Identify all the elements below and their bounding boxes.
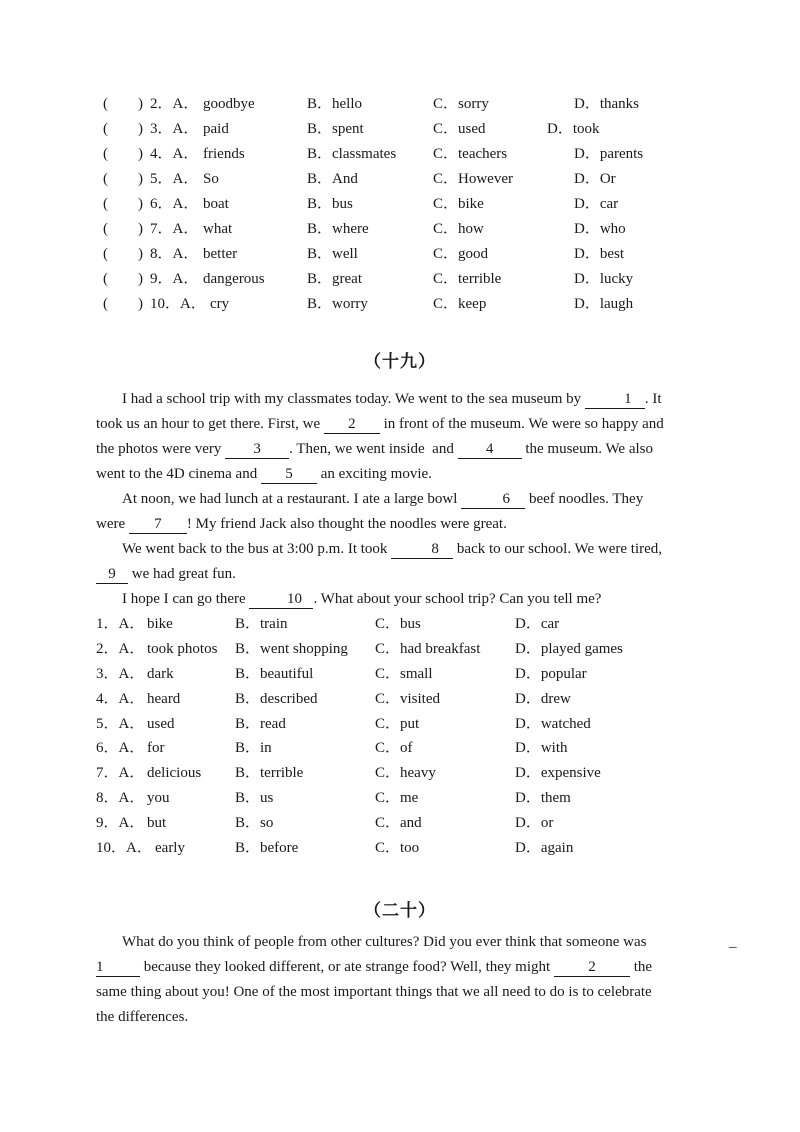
option-a: friends: [203, 146, 245, 162]
question-number: 10．A．: [96, 840, 152, 856]
question-number: 2．A．: [150, 96, 199, 112]
option-c: C．put: [375, 716, 420, 732]
option-b: B．before: [235, 840, 299, 856]
option-d: D．laugh: [574, 296, 634, 312]
passage-text: back to our school. We were tired,: [453, 541, 663, 557]
option-a: dangerous: [203, 271, 265, 287]
answer-paren-open: (: [103, 96, 108, 112]
question-number: 7．A．: [150, 221, 199, 237]
question-number: 5．A．: [96, 716, 145, 732]
option-b: B．spent: [307, 121, 364, 137]
question-number: 9．A．: [96, 815, 145, 831]
question-number: 8．A．: [150, 246, 199, 262]
option-row: [0, 736, 800, 760]
answer-paren-close: ): [138, 246, 143, 262]
passage-text: I had a school trip with my classmates today. We went to the sea museum by: [122, 391, 585, 407]
option-row: [0, 192, 800, 216]
option-a: took photos: [147, 641, 218, 657]
option-d: D．took: [547, 121, 600, 137]
passage-text: At noon, we had lunch at a restaurant. I ate a large bowl: [122, 491, 462, 507]
option-row: [0, 292, 800, 316]
blank: 1: [96, 958, 140, 977]
option-b: B．where: [307, 221, 369, 237]
option-row: [0, 92, 800, 116]
option-b: B．well: [307, 246, 358, 262]
passage-line: [96, 412, 710, 437]
option-a: better: [203, 246, 238, 262]
option-d: D．who: [574, 221, 626, 237]
option-c: C．bike: [433, 196, 484, 212]
option-row: [0, 267, 800, 291]
option-row: [0, 637, 800, 661]
option-d: D．parents: [574, 146, 644, 162]
option-d: D．played games: [515, 641, 623, 657]
blank: 4: [458, 440, 522, 459]
question-number: 10．A．: [150, 296, 206, 312]
option-a: what: [203, 221, 233, 237]
option-c: C．and: [375, 815, 422, 831]
passage-text: . Then, we went inside and: [289, 441, 458, 457]
option-c: C．small: [375, 666, 433, 682]
option-b: B．so: [235, 815, 274, 831]
passage-text: because they looked different, or ate strange food? Well, they might: [140, 959, 554, 975]
option-row: [0, 167, 800, 191]
passage-text: the museum. We also: [521, 441, 653, 457]
option-row: [0, 217, 800, 241]
passage-text: went to the 4D cinema and: [96, 466, 261, 482]
passage-text: the photos were very: [96, 441, 226, 457]
passage-line: [96, 1005, 710, 1030]
option-row: [0, 786, 800, 810]
option-c: C．too: [375, 840, 420, 856]
blank: 9: [96, 565, 128, 584]
option-a: but: [147, 815, 167, 831]
passage-line: [96, 980, 710, 1005]
option-d: D．or: [515, 815, 554, 831]
answer-paren-close: ): [138, 121, 143, 137]
question-number: 3．A．: [150, 121, 199, 137]
passage-line: [96, 955, 710, 980]
option-row: [0, 612, 800, 636]
answer-paren-open: (: [103, 271, 108, 287]
option-row: [0, 712, 800, 736]
option-row: [0, 761, 800, 785]
option-a: cry: [210, 296, 230, 312]
option-row: [0, 242, 800, 266]
passage-text: I hope I can go there: [122, 591, 250, 607]
option-b: B．hello: [307, 96, 362, 112]
answer-paren-close: ): [138, 96, 143, 112]
answer-paren-close: ): [138, 296, 143, 312]
passage-text: same thing about you! One of the most important things that we all need to do is to celebrate: [96, 984, 652, 1000]
blank: 2: [554, 958, 630, 977]
option-b: B．worry: [307, 296, 368, 312]
option-row: [0, 836, 800, 860]
option-c: C．me: [375, 790, 419, 806]
option-a: goodbye: [203, 96, 255, 112]
blank: 8: [391, 540, 453, 559]
option-c: C．terrible: [433, 271, 502, 287]
option-d: D．best: [574, 246, 624, 262]
passage-line: [96, 562, 710, 587]
answer-paren-open: (: [103, 146, 108, 162]
answer-paren-close: ): [138, 171, 143, 187]
answer-paren-close: ): [138, 146, 143, 162]
option-d: D．car: [515, 616, 560, 632]
option-c: C．heavy: [375, 765, 436, 781]
option-d: D．thanks: [574, 96, 639, 112]
passage-line: [96, 930, 737, 955]
option-a: paid: [203, 121, 229, 137]
question-number: 3．A．: [96, 666, 145, 682]
passage-text: in front of the museum. We were so happy and: [379, 416, 664, 432]
question-number: 4．A．: [150, 146, 199, 162]
option-b: B．terrible: [235, 765, 304, 781]
passage-line: [96, 387, 710, 412]
answer-paren-close: ): [138, 196, 143, 212]
blank: 3: [225, 440, 289, 459]
option-b: B．us: [235, 790, 274, 806]
passage-text: _: [729, 934, 737, 950]
option-c: C．keep: [433, 296, 487, 312]
option-b: B．classmates: [307, 146, 397, 162]
question-number: 1．A．: [96, 616, 145, 632]
section-title: （二十）: [364, 901, 436, 921]
answer-paren-open: (: [103, 171, 108, 187]
option-a: used: [147, 716, 175, 732]
passage-text: took us an hour to get there. First, we: [96, 416, 324, 432]
passage-line: [96, 512, 710, 537]
option-c: C．bus: [375, 616, 421, 632]
question-number: 6．A．: [150, 196, 199, 212]
answer-paren-close: ): [138, 221, 143, 237]
option-d: D．drew: [515, 691, 571, 707]
option-a: So: [203, 171, 219, 187]
blank: 5: [261, 465, 317, 484]
passage-text: the differences.: [96, 1009, 189, 1025]
option-b: B．described: [235, 691, 318, 707]
blank: 6: [461, 490, 525, 509]
option-row: [0, 142, 800, 166]
passage-line: [96, 487, 710, 512]
option-c: C．teachers: [433, 146, 508, 162]
option-row: [0, 687, 800, 711]
option-d: D．them: [515, 790, 571, 806]
passage-text: . It: [644, 391, 662, 407]
option-d: D．with: [515, 740, 568, 756]
question-number: 7．A．: [96, 765, 145, 781]
option-b: B．went shopping: [235, 641, 348, 657]
passage-line: [96, 437, 710, 462]
answer-paren-open: (: [103, 296, 108, 312]
passage-text: We went back to the bus at 3:00 p.m. It took: [122, 541, 392, 557]
passage-text: What do you think of people from other cultures? Did you ever think that someone was: [122, 934, 647, 950]
section-title: （十九）: [364, 352, 436, 372]
option-a: for: [147, 740, 165, 756]
option-a: delicious: [147, 765, 202, 781]
option-d: D．car: [574, 196, 619, 212]
option-b: B．great: [307, 271, 362, 287]
question-number: 6．A．: [96, 740, 145, 756]
option-b: B．in: [235, 740, 272, 756]
option-c: C．sorry: [433, 96, 489, 112]
option-b: B．bus: [307, 196, 353, 212]
passage-text: . What about your school trip? Can you tell me?: [313, 591, 602, 607]
option-d: D．watched: [515, 716, 591, 732]
question-number: 5．A．: [150, 171, 199, 187]
option-a: boat: [203, 196, 229, 212]
option-d: D．popular: [515, 666, 587, 682]
option-b: B．train: [235, 616, 288, 632]
question-number: 8．A．: [96, 790, 145, 806]
blank: 1: [585, 390, 645, 409]
passage-line: [96, 587, 710, 612]
option-c: C．of: [375, 740, 413, 756]
question-number: 9．A．: [150, 271, 199, 287]
passage-text: were: [96, 516, 129, 532]
passage-text: an exciting movie.: [316, 466, 432, 482]
passage-line: [96, 462, 710, 487]
option-a: you: [147, 790, 170, 806]
option-c: C．used: [433, 121, 486, 137]
option-c: C．how: [433, 221, 484, 237]
passage-text: we had great fun.: [128, 566, 236, 582]
answer-paren-close: ): [138, 271, 143, 287]
passage-text: beef noodles. They: [525, 491, 644, 507]
option-d: D．lucky: [574, 271, 634, 287]
option-row: [0, 117, 800, 141]
option-row: [0, 811, 800, 835]
option-c: C．good: [433, 246, 489, 262]
option-b: B．beautiful: [235, 666, 314, 682]
answer-paren-open: (: [103, 246, 108, 262]
passage-text: ! My friend Jack also thought the noodles were great.: [186, 516, 507, 532]
answer-paren-open: (: [103, 196, 108, 212]
option-d: D．expensive: [515, 765, 601, 781]
option-row: [0, 662, 800, 686]
answer-paren-open: (: [103, 221, 108, 237]
option-c: C．had breakfast: [375, 641, 481, 657]
option-c: C．However: [433, 171, 513, 187]
option-a: early: [155, 840, 185, 856]
option-b: B．And: [307, 171, 358, 187]
option-d: D．again: [515, 840, 574, 856]
answer-paren-open: (: [103, 121, 108, 137]
blank: 7: [129, 515, 187, 534]
option-a: dark: [147, 666, 174, 682]
question-number: 2．A．: [96, 641, 145, 657]
option-a: bike: [147, 616, 173, 632]
passage-text: the: [629, 959, 653, 975]
passage-line: [96, 537, 710, 562]
blank: 2: [324, 415, 380, 434]
option-c: C．visited: [375, 691, 441, 707]
option-b: B．read: [235, 716, 286, 732]
question-number: 4．A．: [96, 691, 145, 707]
option-d: D．Or: [574, 171, 616, 187]
blank: 10: [249, 590, 313, 609]
option-a: heard: [147, 691, 181, 707]
